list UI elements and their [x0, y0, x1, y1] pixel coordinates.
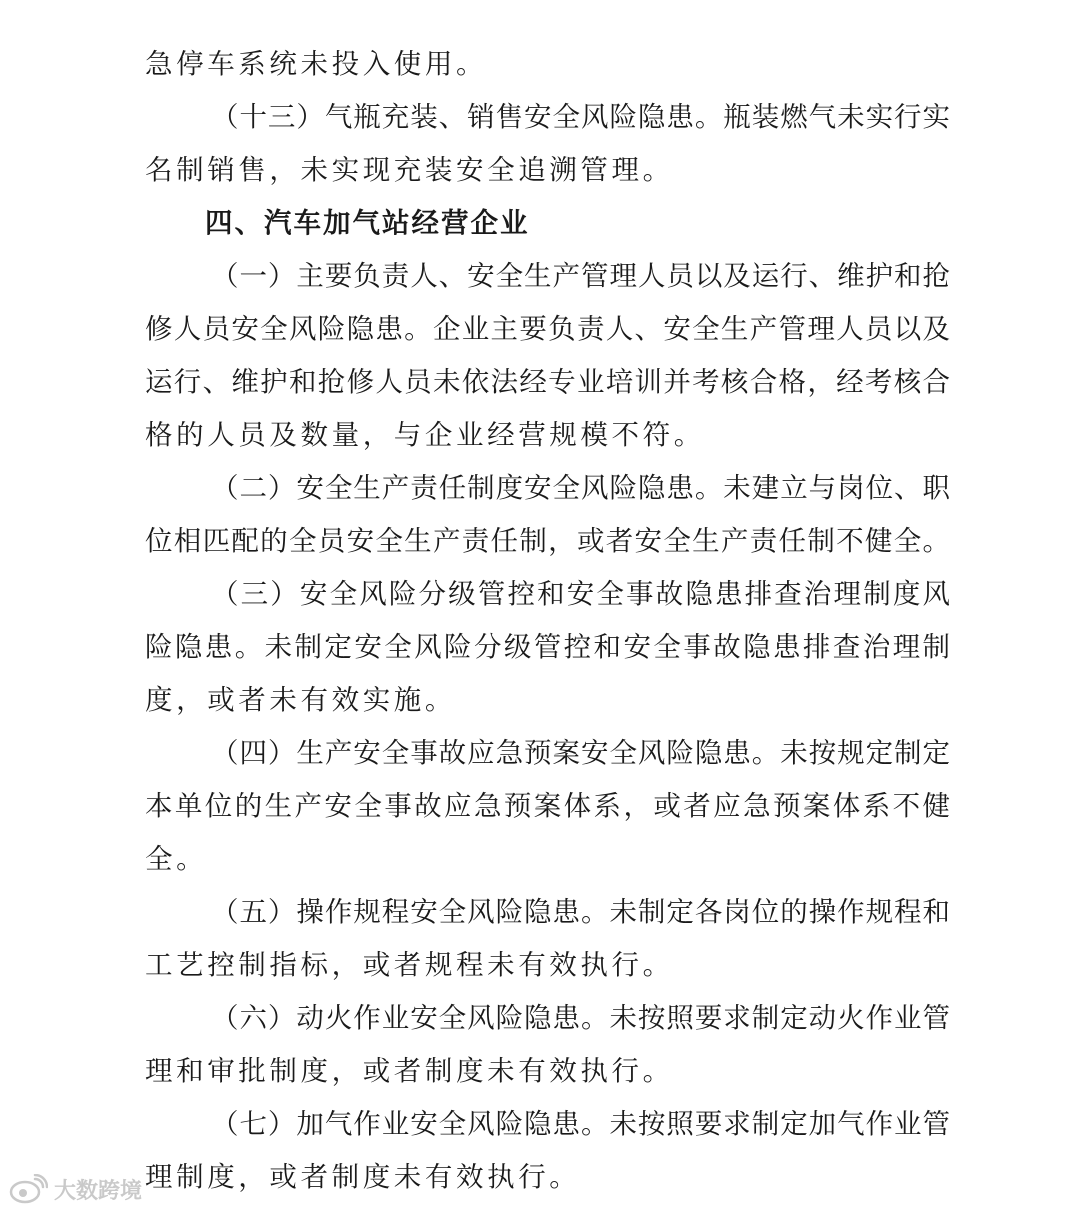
section-heading: 四、汽车加气站经营企业 — [205, 207, 530, 239]
text-line: 本单位的生产安全事故应急预案体系，或者应急预案体系不健 — [145, 790, 950, 822]
text-line: 急停车系统未投入使用。 — [145, 48, 488, 80]
text-line: （一）主要负责人、安全生产管理人员以及运行、维护和抢 — [211, 260, 950, 292]
text-line: 理制度，或者制度未有效执行。 — [145, 1161, 581, 1193]
text-line: 度，或者未有效实施。 — [145, 684, 456, 716]
text-line: （十三）气瓶充装、销售安全风险隐患。瓶装燃气未实行实 — [211, 101, 950, 133]
text-line: 险隐患。未制定安全风险分级管控和安全事故隐患排查治理制 — [145, 631, 950, 663]
text-line: 全。 — [145, 843, 208, 875]
text-line: （六）动火作业安全风险隐患。未按照要求制定动火作业管 — [211, 1002, 950, 1034]
watermark-text: 大数跨境 — [54, 1178, 143, 1204]
watermark — [8, 1171, 142, 1207]
weibo-logo-icon — [8, 1174, 48, 1204]
text-line: 运行、维护和抢修人员未依法经专业培训并考核合格，经考核合 — [145, 366, 950, 398]
text-line: 理和审批制度，或者制度未有效执行。 — [145, 1055, 674, 1087]
text-line: （五）操作规程安全风险隐患。未制定各岗位的操作规程和 — [211, 896, 950, 928]
text-line: （三）安全风险分级管控和安全事故隐患排查治理制度风 — [211, 578, 950, 610]
text-line: 工艺控制指标，或者规程未有效执行。 — [145, 949, 674, 981]
text-line: （二）安全生产责任制度安全风险隐患。未建立与岗位、职 — [211, 472, 950, 504]
text-line: （七）加气作业安全风险隐患。未按照要求制定加气作业管 — [211, 1108, 950, 1140]
text-line: 名制销售，未实现充装安全追溯管理。 — [145, 154, 674, 186]
document-page — [145, 38, 950, 1204]
text-line: 修人员安全风险隐患。企业主要负责人、安全生产管理人员以及 — [145, 313, 950, 345]
text-line: 位相匹配的全员安全生产责任制，或者安全生产责任制不健全。 — [145, 525, 950, 557]
text-line: （四）生产安全事故应急预案安全风险隐患。未按规定制定 — [211, 737, 950, 769]
text-line: 格的人员及数量，与企业经营规模不符。 — [145, 419, 705, 451]
